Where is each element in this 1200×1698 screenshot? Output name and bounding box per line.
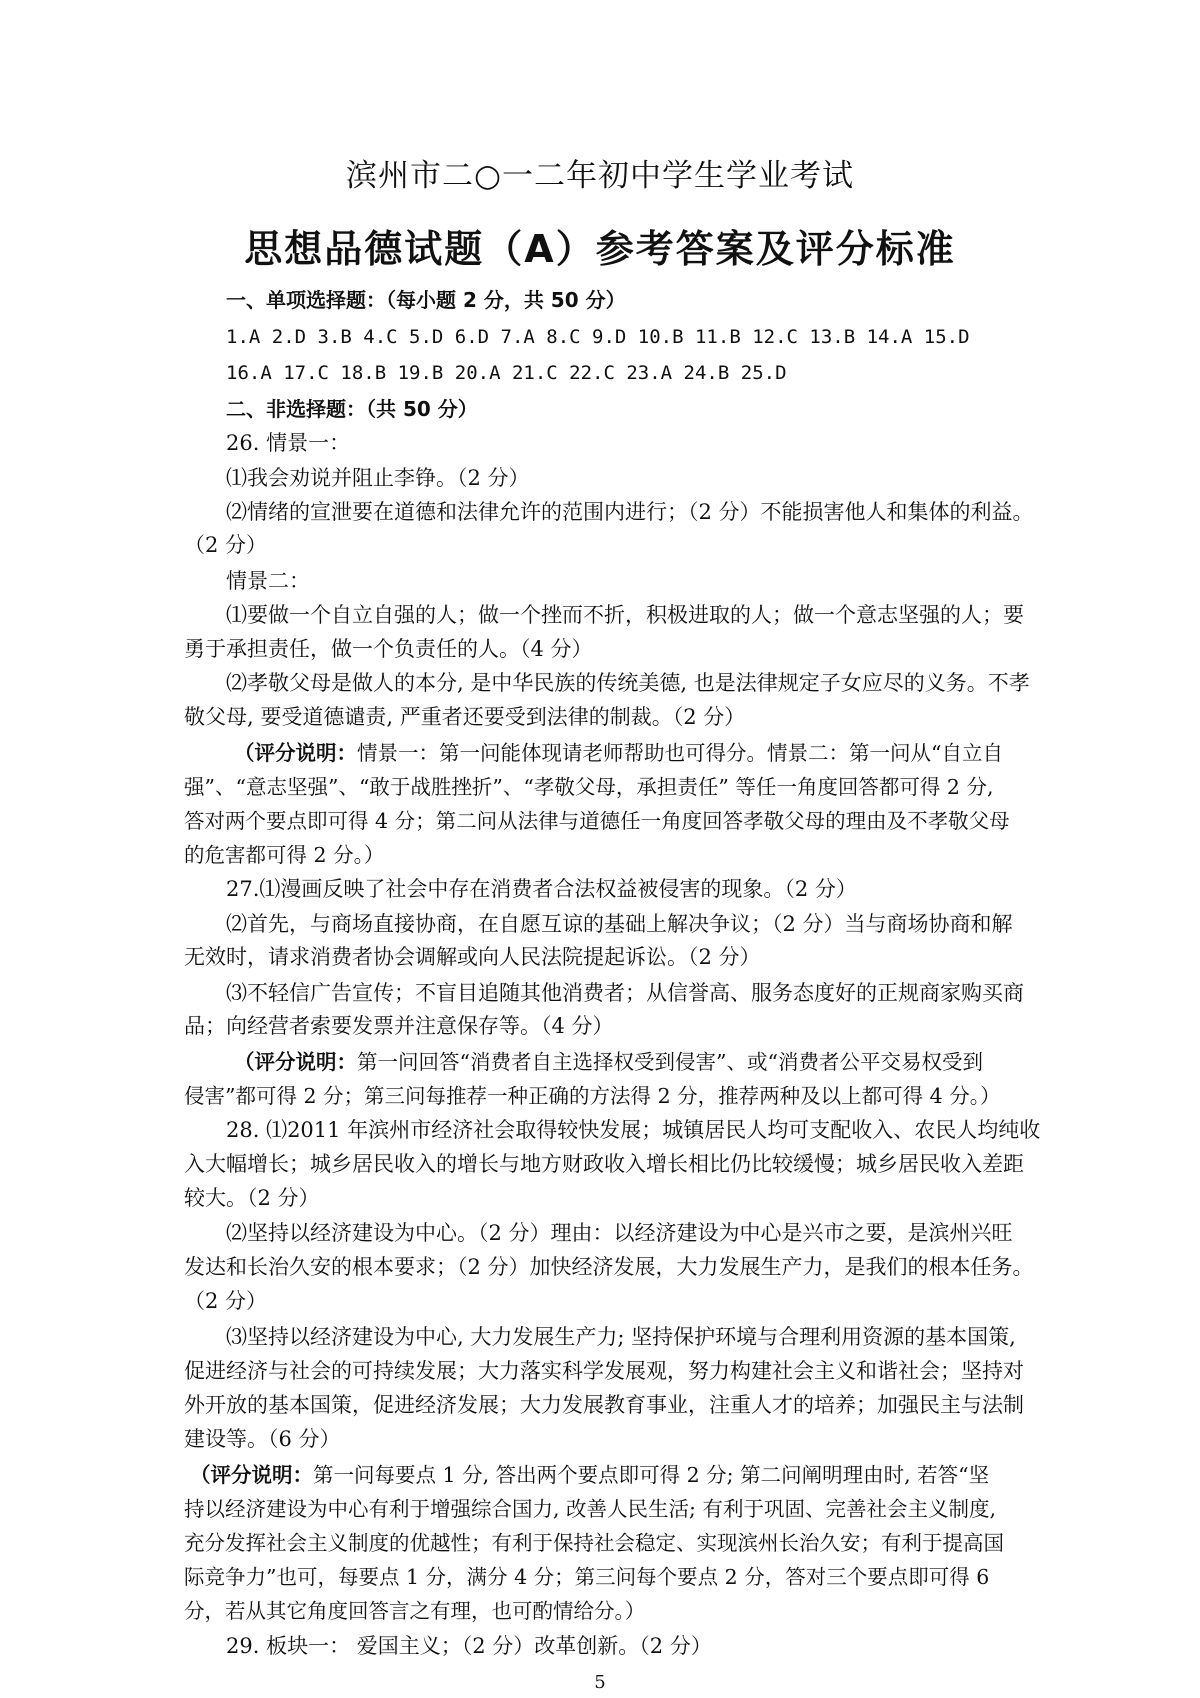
scoring-note-label: （评分说明： — [190, 1463, 313, 1487]
q26-line: 勇于承担责任，做一个负责任的人。（4 分） — [184, 637, 593, 661]
q27-line: ⑶不轻信广告宣传；不盲目追随其他消费者；从信誉高、服务态度好的正规商家购买商 — [226, 981, 1024, 1005]
q28-scoring-note-line: 充分发挥社会主义制度的优越性；有利于保持社会稳定、实现滨州长治久安；有利于提高国 — [184, 1531, 1004, 1555]
q28-line: 入大幅增长；城乡居民收入的增长与地方财政收入增长相比仍比较缓慢；城乡居民收入差距 — [184, 1152, 1024, 1176]
q27-line: ⑵首先，与商场直接协商，在自愿互谅的基础上解决争议；（2 分）当与商场协商和解 — [226, 912, 1013, 936]
q28-line: 发达和长治久安的根本要求；（2 分）加快经济发展，大力发展生产力，是我们的根本任务。 — [184, 1255, 1034, 1279]
q26-line: 26. 情景一： — [226, 431, 351, 455]
exam-title: 滨州市二○一二年初中学生学业考试 — [345, 158, 855, 194]
q28-line: 较大。（2 分） — [184, 1186, 320, 1210]
q27-line: 无效时，请求消费者协会调解或向人民法院提起诉讼。（2 分） — [184, 945, 761, 969]
q26-line: ⑵孝敬父母是做人的本分, 是中华民族的传统美德, 也是法律规定子女应尽的义务。不孝 — [226, 671, 1030, 695]
section2-heading: 二、非选择题：（共 50 分） — [226, 397, 478, 421]
q28-line: 建设等。（6 分） — [184, 1427, 341, 1451]
mc-answers-line2: 16.A 17.C 18.B 19.B 20.A 21.C 22.C 23.A 24.B 25.D — [226, 362, 787, 384]
section1-heading: 一、单项选择题：（每小题 2 分，共 50 分） — [226, 288, 626, 312]
scoring-note-label: （评分说明： — [234, 741, 357, 765]
q26-scoring-note-line: 强”、“意志坚强”、“敢于战胜挫折”、“孝敬父母，承担责任” 等任一角度回答都可得 2 分, — [184, 775, 994, 799]
page-number: 5 — [594, 1672, 606, 1693]
q28-line: 外开放的基本国策，促进经济发展；大力发展教育事业，注重人才的培养；加强民主与法制 — [184, 1393, 1024, 1417]
q29-line: 29. 板块一： 爱国主义；（2 分）改革创新。（2 分） — [226, 1634, 712, 1658]
q27-scoring-note-line: 侵害”都可得 2 分；第三问每推荐一种正确的方法得 2 分，推荐两种及以上都可得 4 分。） — [184, 1084, 1001, 1108]
scoring-note-text: 第一问回答“消费者自主选择权受到侵害”、或“消费者公平交易权受到 — [357, 1050, 983, 1074]
mc-answers-line1: 1.A 2.D 3.B 4.C 5.D 6.D 7.A 8.C 9.D 10.B 11.B 12.C 13.B 14.A 15.D — [226, 326, 970, 348]
scoring-note-label: （评分说明： — [234, 1050, 357, 1074]
q27-line: 品；向经营者索要发票并注意保存等。（4 分） — [184, 1014, 614, 1038]
q26-scoring-note — [234, 738, 1003, 768]
q26-line: （2 分） — [184, 533, 268, 557]
q28-line: 促进经济与社会的可持续发展；大力落实科学发展观，努力构建社会主义和谐社会；坚持对 — [184, 1359, 1024, 1383]
q28-scoring-note-line: 分，若从其它角度回答言之有理，也可酌情给分。） — [184, 1599, 646, 1623]
q28-line: ⑵坚持以经济建设为中心。（2 分）理由：以经济建设为中心是兴市之要，是滨州兴旺 — [226, 1221, 1013, 1245]
q28-scoring-note-line: 际竞争力”也可，每要点 1 分，满分 4 分；第三问每个要点 2 分，答对三个要点即可得 6 — [184, 1565, 990, 1589]
q28-scoring-note — [190, 1460, 989, 1490]
scoring-note-text: 第一问每要点 1 分, 答出两个要点即可得 2 分; 第二问阐明理由时, 若答“坚 — [313, 1463, 990, 1487]
q26-line: ⑴要做一个自立自强的人；做一个挫而不折，积极进取的人；做一个意志坚强的人；要 — [226, 603, 1024, 627]
q26-scoring-note-line: 答对两个要点即可得 4 分；第二问从法律与道德任一角度回答孝敬父母的理由及不孝敬父母 — [184, 809, 1010, 833]
q28-line: 28. ⑴2011 年滨州市经济社会取得较快发展；城镇居民人均可支配收入、农民人均纯收 — [226, 1118, 1041, 1142]
q26-line: ⑵情绪的宣泄要在道德和法律允许的范围内进行；（2 分）不能损害他人和集体的利益。 — [226, 500, 1034, 524]
q27-scoring-note — [234, 1047, 983, 1077]
q28-scoring-note-line: 持以经济建设为中心有利于增强综合国力, 改善人民生活; 有利于巩固、完善社会主义制度, — [184, 1497, 996, 1521]
q28-line: ⑶坚持以经济建设为中心, 大力发展生产力; 坚持保护环境与合理利用资源的基本国策, — [226, 1325, 1016, 1349]
q28-line: （2 分） — [184, 1289, 268, 1313]
q26-line: ⑴我会劝说并阻止李铮。（2 分） — [226, 466, 530, 490]
q26-scoring-note-line: 的危害都可得 2 分。） — [184, 843, 385, 867]
answer-key-subtitle: 思想品德试题（A）参考答案及评分标准 — [244, 227, 956, 271]
scoring-note-text: 情景一：第一问能体现请老师帮助也可得分。情景二：第一问从“自立自 — [357, 741, 1003, 765]
q26-line: 敬父母, 要受道德谴责, 严重者还要受到法律的制裁。（2 分） — [184, 705, 746, 729]
q26-line: 情景二： — [226, 569, 310, 593]
q27-line: 27.⑴漫画反映了社会中存在消费者合法权益被侵害的现象。（2 分） — [226, 877, 857, 901]
